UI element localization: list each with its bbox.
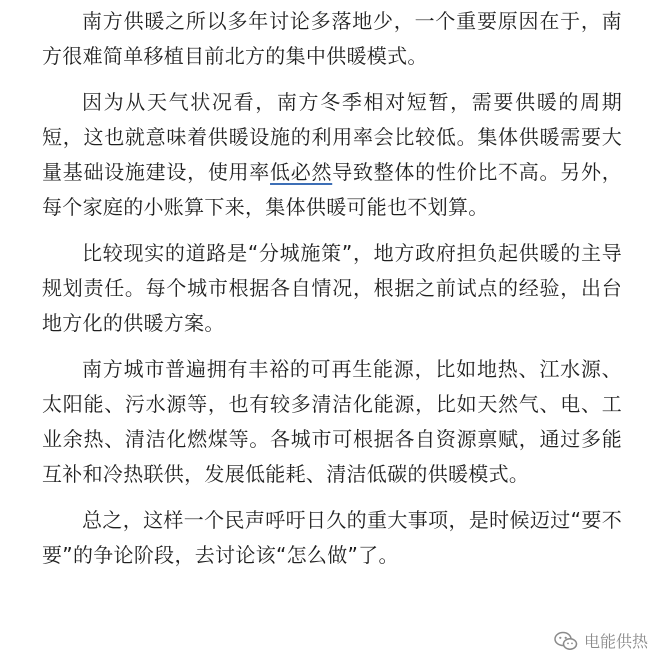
paragraph-2-text-before: 因为从天气状况看，南方冬季相对短暂，需要供暖的周期短，这也就意味着供暖设施的利用率会比较低。集体供暖需要大量基础设施建设，使用率 — [42, 90, 622, 184]
source-watermark — [554, 629, 648, 652]
paragraph-3: 比较现实的道路是“分城施策”，地方政府担负起供暖的主导规划责任。每个城市根据各自情况，根据之前试点的经验，出台地方化的供暖方案。 — [42, 241, 622, 335]
watermark-label: 电能供热 — [583, 632, 648, 651]
paragraph-4: 南方城市普遍拥有丰裕的可再生能源，比如地热、江水源、太阳能、污水源等，也有较多清洁化能源，比如天然气、电、工业余热、清洁化燃煤等。各城市可根据各自资源禀赋，通过多能互补和冷热联供，发展低能耗、清洁低碳的供暖模式。 — [42, 357, 622, 486]
paragraph-2 — [42, 85, 622, 225]
wechat-icon — [554, 631, 578, 651]
paragraph-5: 总之，这样一个民声呼吁日久的重大事项，是时候迈过“要不要”的争论阶段，去讨论该“怎么做”了。 — [42, 508, 622, 567]
paragraph-2-text-after: 导致整体的性价比不高。另外，每个家庭的小账算下来，集体供暖可能也不划算。 — [42, 160, 622, 219]
underlined-phrase: 低必然 — [270, 160, 333, 184]
paragraph-1: 南方供暖之所以多年讨论多落地少，一个重要原因在于，南方很难简单移植目前北方的集中供暖模式。 — [42, 9, 622, 68]
article-body — [42, 4, 622, 584]
